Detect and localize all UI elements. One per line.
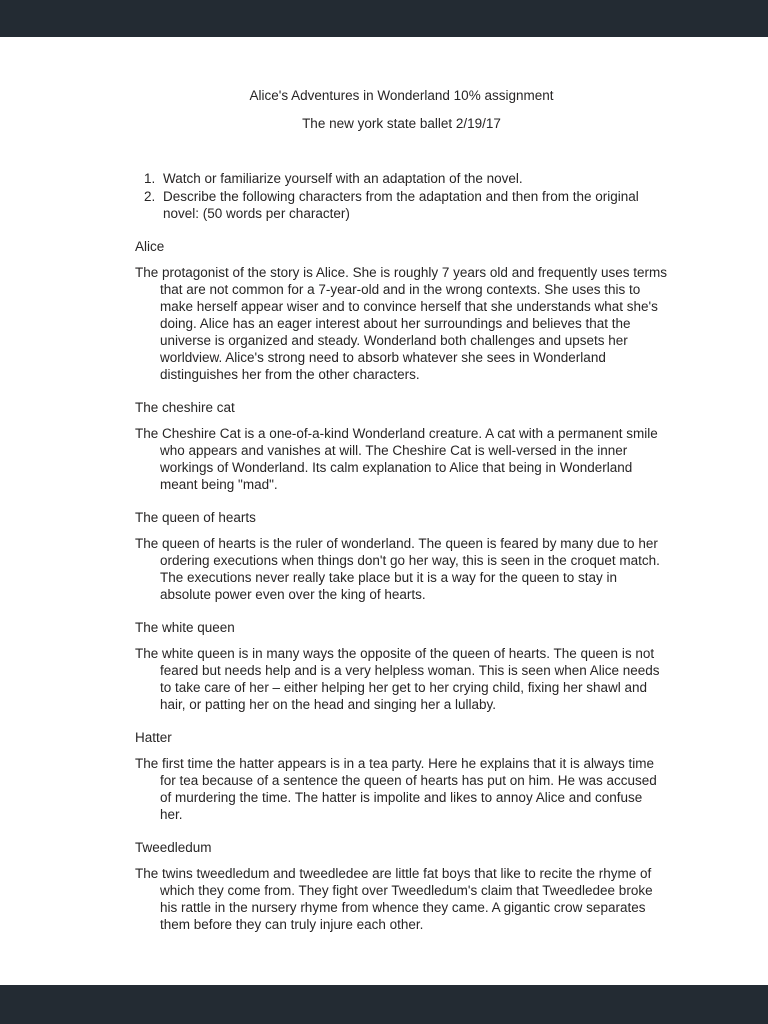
section-heading-queen-of-hearts: The queen of hearts <box>135 510 256 525</box>
section-heading-tweedledum: Tweedledum <box>135 840 212 855</box>
section-heading-cheshire-cat: The cheshire cat <box>135 400 235 415</box>
section-heading-white-queen: The white queen <box>135 620 235 635</box>
document-subtitle: The new york state ballet 2/19/17 <box>302 116 501 131</box>
section-heading-alice: Alice <box>135 239 165 254</box>
section-paragraph-alice: The protagonist of the story is Alice. She is roughly 7 years old and frequently uses terms that are not common for a 7-year-old and in the wrong contexts. She uses this to make herself appear wiser and to convince herself that she understands what she's doing. Alice has an eager interest about her surroundings and believes that the universe is organized and steady. Wonderland both challenges and upsets her worldview. Alice's strong need to absorb whatever she sees in Wonderland distinguishes her from the other characters. <box>135 265 668 382</box>
section-heading-hatter: Hatter <box>135 730 172 745</box>
instruction-item-2: 2. Describe the following characters from the adaptation and then from the original novel: (50 words per character) <box>159 188 668 222</box>
section-paragraph-tweedledum: The twins tweedledum and tweedledee are little fat boys that like to recite the rhyme of which they come from. They fight over Tweedledum's claim that Tweedledee broke his rattle in the nursery rhyme from whence they came. A gigantic crow separates them before they can truly injure each other. <box>135 866 653 932</box>
instruction-item-1: 1. Watch or familiarize yourself with an adaptation of the novel. <box>159 170 668 187</box>
section-paragraph-cheshire-cat: The Cheshire Cat is a one-of-a-kind Wonderland creature. A cat with a permanent smile who appears and vanishes at will. The Cheshire Cat is well-versed in the inner workings of Wonderland. Its calm explanation to Alice that being in Wonderland meant being "mad". <box>135 426 658 492</box>
viewer-top-bar <box>0 0 768 37</box>
document-title: Alice's Adventures in Wonderland 10% assignment <box>249 88 554 103</box>
section-paragraph-white-queen: The white queen is in many ways the opposite of the queen of hearts. The queen is not feared but needs help and is a very helpless woman. This is seen when Alice needs to take care of her – either helping her get to her crying child, fixing her shawl and hair, or patting her on the head and singing her a lullaby. <box>135 646 660 712</box>
viewer-bottom-bar <box>0 985 768 1024</box>
section-paragraph-queen-of-hearts: The queen of hearts is the ruler of wonderland. The queen is feared by many due to her ordering executions when things don't go her way, this is seen in the croquet match. The executions never really take place but it is a way for the queen to stay in absolute power even over the king of hearts. <box>135 536 660 602</box>
section-paragraph-hatter: The first time the hatter appears is in a tea party. Here he explains that it is always time for tea because of a sentence the queen of hearts has put on him. He was accused of murdering the time. The hatter is impolite and likes to annoy Alice and confuse her. <box>135 756 657 822</box>
instructions-list <box>135 170 668 222</box>
document-page <box>0 37 768 985</box>
